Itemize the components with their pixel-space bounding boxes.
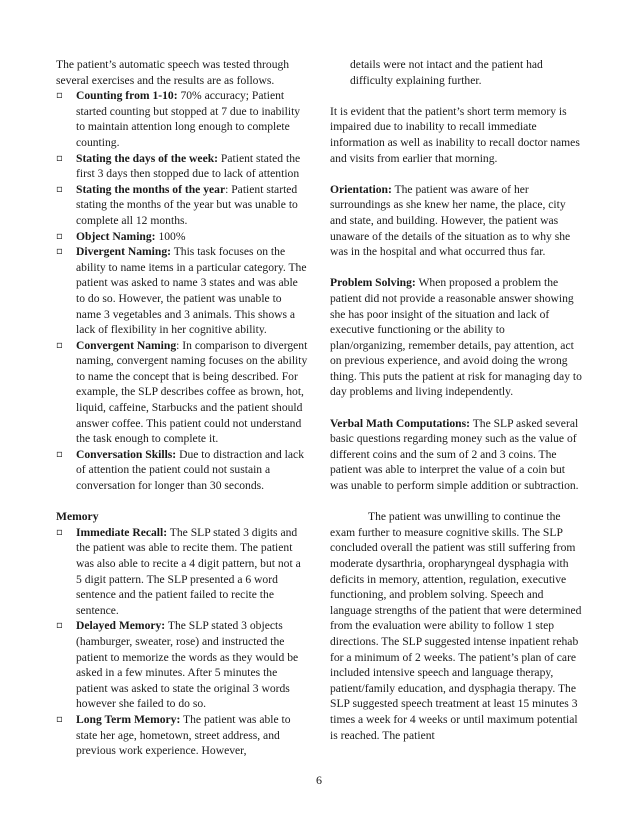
item-text: 100% <box>155 229 186 243</box>
left-column <box>56 57 308 759</box>
spacer <box>330 400 582 416</box>
item-label: Divergent Naming: <box>76 245 171 259</box>
spacer <box>330 260 582 276</box>
problem-solving-label: Problem Solving: <box>330 276 416 290</box>
automatic-speech-intro: The patient’s automatic speech was tested through several exercises and the results are as follows. <box>56 58 290 87</box>
page-number: 6 <box>316 773 322 787</box>
long-term-memory-continuation: details were not intact and the patient had difficulty explaining further. <box>350 58 543 87</box>
list-item <box>56 525 308 619</box>
list-item <box>56 338 308 447</box>
list-item <box>56 618 308 712</box>
item-label: Object Naming: <box>76 229 156 243</box>
list-item <box>56 244 308 338</box>
orientation-label: Orientation: <box>330 182 392 196</box>
item-text: The patient was able to state her age, hometown, street address, and previous work experience. However, <box>76 712 291 758</box>
list-item <box>56 229 308 245</box>
memory-heading: Memory <box>56 510 99 524</box>
item-label: Conversation Skills: <box>76 447 177 461</box>
item-text: Due to distraction and lack of attention the patient could not sustain a conversation for longer than 30 seconds. <box>76 447 304 493</box>
orientation-text: The patient was aware of her surroundings as she knew her name, the place, city and state, and building. However, the patient was unaware of the details of the situation as to why she was in the hospital and what occurred thus far. <box>330 182 571 259</box>
verbal-math-paragraph <box>330 416 582 494</box>
list-item <box>56 447 308 494</box>
spacer <box>56 494 308 510</box>
short-term-memory-paragraph: It is evident that the patient’s short term memory is impaired due to inability to recall immediate information as well as inability to recall doctor names and visits from earlier that morning. <box>330 104 580 165</box>
verbal-math-label: Verbal Math Computations: <box>330 416 470 430</box>
orientation-paragraph <box>330 182 582 260</box>
item-text: This task focuses on the ability to name items in a particular category. The patient was asked to name 3 states and was able to do so. However, the patient was unable to name 3 vegetables and 3 animals. This shows a lack of flexibility in her cognitive ability. <box>76 245 307 337</box>
item-label: Delayed Memory: <box>76 619 166 633</box>
list-item <box>56 88 308 150</box>
item-text: The SLP stated 3 objects (hamburger, sweater, rose) and instructed the patient to memorize the words as they would be asked in a few minutes. After 5 minutes the patient was asked to state the original 3 words however she failed to do so. <box>76 619 299 711</box>
item-text: : Patient started stating the months of the year but was unable to complete all 12 months. <box>76 182 298 227</box>
automatic-speech-list <box>56 88 308 493</box>
spacer <box>330 88 582 104</box>
problem-solving-paragraph <box>330 275 582 400</box>
item-label: Counting from 1-10: <box>76 89 178 103</box>
list-item <box>56 151 308 182</box>
item-text: 70% accuracy; Patient started counting but stopped at 7 due to inability to maintain attention long enough to complete counting. <box>76 89 301 149</box>
memory-list <box>56 525 308 759</box>
item-text: Patient stated the first 3 days then stopped due to lack of attention <box>76 151 301 181</box>
item-label: Stating the days of the week: <box>76 151 219 165</box>
item-label: Long Term Memory: <box>76 712 181 726</box>
item-label: Immediate Recall: <box>76 525 168 539</box>
spacer <box>330 166 582 182</box>
item-text: The SLP stated 3 digits and the patient was able to recite them. The patient was also able to recite a 4 digit pattern, but not a 5 digit pattern. The SLP presented a 6 word sentence and the patient failed to recite the sentence. <box>76 525 301 617</box>
item-text: : In comparison to divergent naming, convergent naming focuses on the ability to name the concept that is being described. For example, the SLP describes coffee as brown, hot, liquid, caffeine, Starbucks and the patient should answer coffee. This patient could not understand the task enough to complete it. <box>76 338 308 446</box>
verbal-math-text: The SLP asked several basic questions regarding money such as the value of different coins and the sum of 2 and 3 coins. The patient was able to interpret the value of a coin but was unable to perform simple addition or subtraction. <box>330 416 579 493</box>
problem-solving-text: When proposed a problem the patient did not provide a reasonable answer showing she has poor insight of the situation and lack of executive functioning or the ability to plan/organizing, remember details, pay attention, act on previous experience, and avoid doing the wrong thing. This puts the patient at risk for managing day to day problems and living independently. <box>330 276 582 399</box>
list-item <box>56 182 308 229</box>
list-item <box>56 712 308 759</box>
item-label: Stating the months of the year <box>76 182 226 196</box>
right-column <box>330 57 582 743</box>
item-label: Convergent Naming <box>76 338 177 352</box>
summary-paragraph: The patient was unwilling to continue the exam further to measure cognitive skills. The SLP concluded overall the patient was still suffering from moderate dysarthria, oropharyngeal dysphagia with deficits in memory, attention, regulation, executive functioning, and problem solving. Speech and language strengths of the patient that were determined from the evaluation were ability to follow 1 step directions. The SLP suggested intense inpatient rehab for a minimum of 2 weeks. The patient’s plan of care included intensive speech and language therapy, patient/family education, and dysphagia therapy. The SLP suggested speech treatment at least 15 minutes 3 times a week for 4 weeks or until maximum potential is reached. The patient <box>330 510 582 742</box>
spacer <box>330 494 582 510</box>
